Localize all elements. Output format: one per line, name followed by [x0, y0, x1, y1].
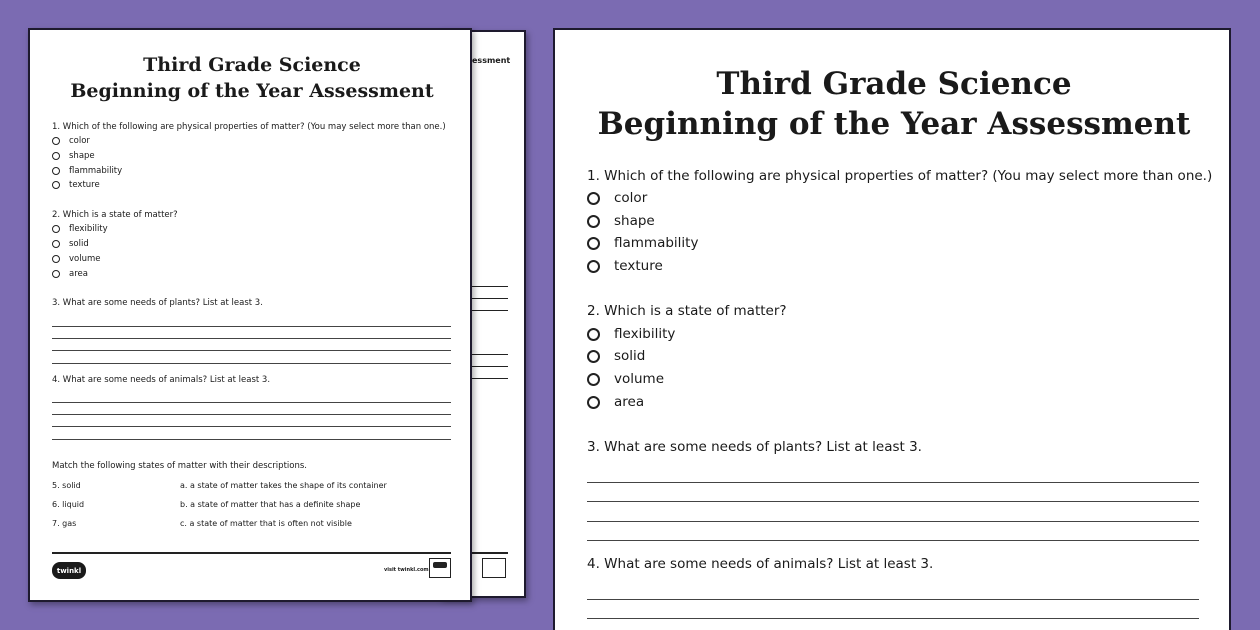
radio-circle-icon[interactable]	[52, 225, 60, 233]
question-1: 1. Which of the following are physical properties of matter? (You may select more than one.)	[587, 168, 1213, 184]
option-label: area	[69, 269, 88, 279]
question-4: 4. What are some needs of animals? List at least 3.	[52, 375, 271, 385]
option-volume[interactable]	[587, 371, 664, 387]
option-label: volume	[69, 254, 101, 264]
radio-circle-icon[interactable]	[52, 167, 60, 175]
left-worksheet-page	[28, 28, 472, 602]
question-3: 3. What are some needs of plants? List at least 3.	[52, 298, 263, 308]
option-label: area	[614, 394, 645, 410]
answer-line	[472, 286, 508, 287]
option-solid[interactable]	[52, 239, 89, 249]
answer-line	[472, 310, 508, 311]
answer-line[interactable]	[587, 482, 1199, 483]
matching-instruction: Match the following states of matter with their descriptions.	[52, 461, 307, 471]
option-area[interactable]	[52, 269, 88, 279]
footer-url: visit twinkl.com	[384, 567, 429, 573]
footer-rule	[52, 552, 451, 554]
footer-rule	[472, 552, 508, 554]
option-shape[interactable]	[587, 213, 655, 229]
option-label: texture	[69, 180, 100, 190]
option-label: flexibility	[69, 224, 108, 234]
radio-circle-icon[interactable]	[587, 215, 600, 228]
option-flexibility[interactable]	[52, 224, 108, 234]
back-page-title-fragment: essment	[472, 56, 511, 65]
option-color[interactable]	[587, 190, 647, 206]
answer-line[interactable]	[52, 439, 451, 440]
radio-circle-icon[interactable]	[52, 255, 60, 263]
option-label: volume	[614, 371, 665, 387]
option-flammability[interactable]	[587, 235, 698, 251]
answer-line[interactable]	[52, 350, 451, 351]
option-label: solid	[69, 239, 89, 249]
radio-circle-icon[interactable]	[587, 328, 600, 341]
option-label: shape	[614, 213, 655, 229]
radio-circle-icon[interactable]	[587, 396, 600, 409]
match-item-solid: 5. solid	[52, 481, 81, 490]
worksheet-subtitle: Beginning of the Year Assessment	[597, 106, 1191, 142]
option-label: solid	[614, 348, 646, 364]
answer-line	[472, 298, 508, 299]
option-label: flammability	[69, 166, 123, 176]
match-item-liquid: 6. liquid	[52, 500, 85, 509]
radio-circle-icon[interactable]	[52, 240, 60, 248]
answer-line[interactable]	[52, 426, 451, 427]
option-volume[interactable]	[52, 254, 101, 264]
question-2: 2. Which is a state of matter?	[52, 210, 178, 220]
option-flexibility[interactable]	[587, 326, 675, 342]
answer-line	[472, 354, 508, 355]
worksheet-title: Third Grade Science	[143, 54, 361, 76]
radio-circle-icon[interactable]	[587, 192, 600, 205]
radio-circle-icon[interactable]	[587, 237, 600, 250]
option-label: color	[69, 136, 90, 146]
radio-circle-icon[interactable]	[587, 373, 600, 386]
option-area[interactable]	[587, 394, 644, 410]
option-label: texture	[614, 258, 663, 274]
answer-line[interactable]	[52, 363, 451, 364]
match-description-c: c. a state of matter that is often not visible	[180, 519, 352, 528]
radio-circle-icon[interactable]	[52, 152, 60, 160]
right-worksheet-page	[553, 28, 1231, 630]
answer-line[interactable]	[587, 618, 1199, 619]
answer-line[interactable]	[52, 402, 451, 403]
answer-line[interactable]	[587, 599, 1199, 600]
question-3: 3. What are some needs of plants? List at least 3.	[587, 439, 922, 455]
option-label: flexibility	[614, 326, 676, 342]
answer-line[interactable]	[52, 338, 451, 339]
option-label: color	[614, 190, 648, 206]
radio-circle-icon[interactable]	[52, 181, 60, 189]
match-description-a: a. a state of matter takes the shape of its container	[180, 481, 387, 490]
worksheet-subtitle: Beginning of the Year Assessment	[70, 80, 434, 102]
option-color[interactable]	[52, 136, 90, 146]
option-label: shape	[69, 151, 95, 161]
option-shape[interactable]	[52, 151, 95, 161]
option-label: flammability	[614, 235, 699, 251]
answer-line[interactable]	[587, 521, 1199, 522]
answer-line	[472, 366, 508, 367]
radio-circle-icon[interactable]	[587, 350, 600, 363]
option-texture[interactable]	[52, 180, 100, 190]
option-texture[interactable]	[587, 258, 663, 274]
option-flammability[interactable]	[52, 166, 122, 176]
match-description-b: b. a state of matter that has a definite shape	[180, 500, 361, 509]
radio-circle-icon[interactable]	[52, 137, 60, 145]
answer-line	[472, 378, 508, 379]
radio-circle-icon[interactable]	[52, 270, 60, 278]
quality-badge-icon	[429, 558, 451, 578]
option-solid[interactable]	[587, 348, 645, 364]
twinkl-logo: twinkl	[52, 562, 86, 579]
question-4: 4. What are some needs of animals? List at least 3.	[587, 556, 934, 572]
answer-line[interactable]	[52, 326, 451, 327]
match-item-gas: 7. gas	[52, 519, 77, 528]
answer-line[interactable]	[52, 414, 451, 415]
answer-line[interactable]	[587, 540, 1199, 541]
worksheet-title: Third Grade Science	[716, 66, 1072, 102]
answer-line[interactable]	[587, 501, 1199, 502]
quality-badge-icon	[482, 558, 506, 578]
radio-circle-icon[interactable]	[587, 260, 600, 273]
question-2: 2. Which is a state of matter?	[587, 303, 787, 319]
question-1: 1. Which of the following are physical properties of matter? (You may select more than one.)	[52, 122, 446, 132]
